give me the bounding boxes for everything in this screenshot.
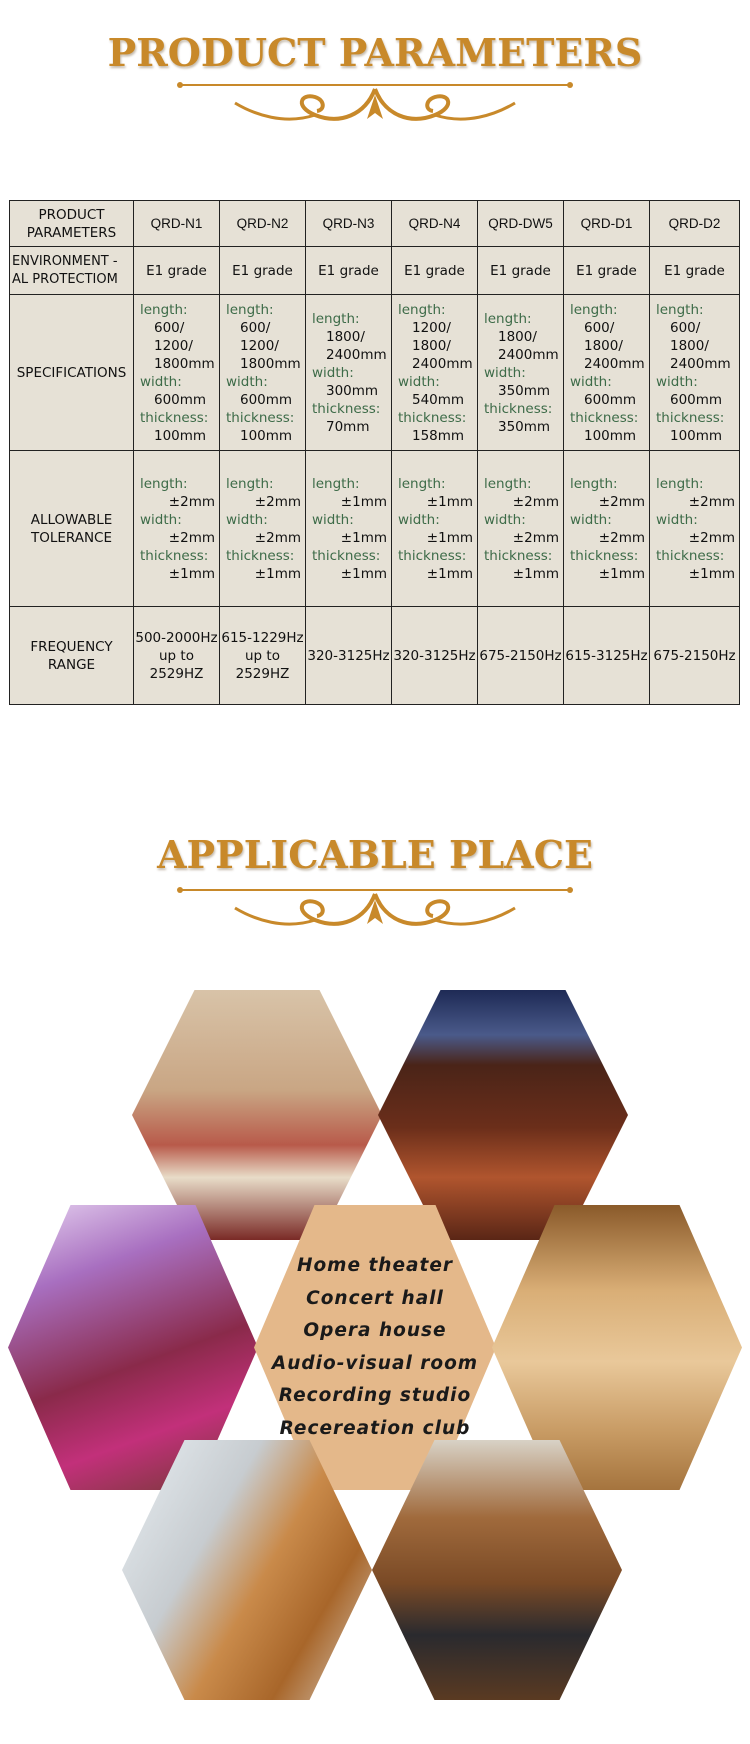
spec-width-value: 540mm <box>412 391 465 408</box>
spec-width-value: 600mm <box>154 391 207 408</box>
tol-length-value: ±2mm <box>688 493 735 510</box>
spec-thickness-value: 100mm <box>584 427 637 444</box>
tol-key-thickness: thickness: <box>570 547 639 564</box>
tol-key-length: length: <box>656 475 704 492</box>
place-list <box>258 1250 492 1445</box>
spec-key-length: length: <box>570 301 618 318</box>
tol-key-length: length: <box>226 475 274 492</box>
header-label: PRODUCT PARAMETERS <box>10 201 134 247</box>
env-value: E1 grade <box>478 247 564 295</box>
tol-width-value: ±2mm <box>688 529 735 546</box>
tol-length-value: ±2mm <box>254 493 301 510</box>
tol-thickness-value: ±1mm <box>512 565 559 582</box>
tolerance-cell <box>564 451 650 607</box>
tol-key-length: length: <box>484 475 532 492</box>
tol-key-width: width: <box>398 511 440 528</box>
frequency-line: 615-1229Hz <box>221 629 304 646</box>
spec-length-value: 1200/ <box>154 337 193 354</box>
spec-key-length: length: <box>312 310 360 327</box>
frequency-cell <box>392 607 478 705</box>
frequency-line: 675-2150Hz <box>653 647 736 664</box>
tol-thickness-value: ±1mm <box>254 565 301 582</box>
tol-length-value: ±2mm <box>512 493 559 510</box>
tol-length-value: ±1mm <box>426 493 473 510</box>
env-label: ENVIRONMENT -AL PROTECTIOM <box>10 247 134 295</box>
table-row-environmental <box>10 247 740 295</box>
spec-width-value: 600mm <box>240 391 293 408</box>
env-value: E1 grade <box>306 247 392 295</box>
tol-thickness-value: ±1mm <box>598 565 645 582</box>
place-item: Home theater <box>296 1255 454 1276</box>
spec-cell <box>134 295 220 451</box>
tol-key-length: length: <box>312 475 360 492</box>
spec-key-width: width: <box>226 373 268 390</box>
tol-key-length: length: <box>398 475 446 492</box>
model-header: QRD-N4 <box>392 201 478 247</box>
frequency-line: 320-3125Hz <box>307 647 390 664</box>
spec-key-length: length: <box>226 301 274 318</box>
env-value: E1 grade <box>392 247 478 295</box>
tolerance-cell <box>134 451 220 607</box>
spec-cell <box>564 295 650 451</box>
tolerance-cell <box>478 451 564 607</box>
model-header: QRD-DW5 <box>478 201 564 247</box>
spec-key-thickness: thickness: <box>398 409 467 426</box>
tol-key-width: width: <box>226 511 268 528</box>
spec-length-value: 600/ <box>584 319 615 336</box>
spec-thickness-value: 100mm <box>154 427 207 444</box>
spec-length-value: 2400mm <box>326 346 387 363</box>
place-item: Recereation club <box>279 1417 471 1439</box>
spec-length-value: 600/ <box>154 319 185 336</box>
spec-length-value: 1800/ <box>498 328 537 345</box>
frequency-cell <box>134 607 220 705</box>
spec-thickness-value: 70mm <box>326 418 370 435</box>
model-header: QRD-N3 <box>306 201 392 247</box>
tol-key-thickness: thickness: <box>140 547 209 564</box>
spec-length-value: 1200/ <box>412 319 451 336</box>
ornament-divider-top <box>175 75 575 145</box>
frequency-line: up to <box>245 647 280 664</box>
tol-width-value: ±2mm <box>512 529 559 546</box>
tol-thickness-value: ±1mm <box>688 565 735 582</box>
tol-width-value: ±2mm <box>598 529 645 546</box>
spec-width-value: 300mm <box>326 382 379 399</box>
spec-key-thickness: thickness: <box>570 409 639 426</box>
table-row-header <box>10 201 740 247</box>
table-row-specifications <box>10 295 740 451</box>
tol-thickness-value: ±1mm <box>426 565 473 582</box>
frequency-cell <box>306 607 392 705</box>
spec-width-value: 600mm <box>670 391 723 408</box>
spec-key-width: width: <box>312 364 354 381</box>
spec-cell <box>220 295 306 451</box>
spec-cell <box>650 295 740 451</box>
tol-key-width: width: <box>656 511 698 528</box>
tol-thickness-value: ±1mm <box>168 565 215 582</box>
spec-thickness-value: 100mm <box>240 427 293 444</box>
table-row-frequency <box>10 607 740 705</box>
spec-cell <box>392 295 478 451</box>
tol-key-thickness: thickness: <box>398 547 467 564</box>
tol-key-length: length: <box>570 475 618 492</box>
tolerance-cell <box>650 451 740 607</box>
concert-hall-photo <box>132 990 382 1240</box>
spec-thickness-value: 158mm <box>412 427 465 444</box>
tol-key-width: width: <box>570 511 612 528</box>
model-header: QRD-D2 <box>650 201 740 247</box>
place-item: Opera house <box>303 1320 447 1341</box>
spec-length-value: 1800/ <box>584 337 623 354</box>
tol-width-value: ±1mm <box>340 529 387 546</box>
tol-length-value: ±1mm <box>340 493 387 510</box>
spec-width-value: 350mm <box>498 382 551 399</box>
tolerance-cell <box>392 451 478 607</box>
spec-key-thickness: thickness: <box>484 400 553 417</box>
env-value: E1 grade <box>134 247 220 295</box>
spec-length-value: 2400mm <box>412 355 473 372</box>
spec-length-value: 1200/ <box>240 337 279 354</box>
spec-label: SPECIFICATIONS <box>10 295 134 451</box>
parameters-table <box>9 200 740 705</box>
spec-key-length: length: <box>484 310 532 327</box>
spec-length-value: 1800mm <box>154 355 215 372</box>
tolerance-label: ALLOWABLE TOLERANCE <box>10 451 134 607</box>
tol-length-value: ±2mm <box>168 493 215 510</box>
env-value: E1 grade <box>220 247 306 295</box>
frequency-cell <box>220 607 306 705</box>
spec-thickness-value: 100mm <box>670 427 723 444</box>
frequency-cell <box>650 607 740 705</box>
spec-key-width: width: <box>398 373 440 390</box>
spec-key-length: length: <box>140 301 188 318</box>
tol-key-length: length: <box>140 475 188 492</box>
spec-key-length: length: <box>656 301 704 318</box>
frequency-line: 675-2150Hz <box>479 647 562 664</box>
frequency-label: FREQUENCY RANGE <box>10 607 134 705</box>
env-value: E1 grade <box>650 247 740 295</box>
tol-key-thickness: thickness: <box>484 547 553 564</box>
env-value: E1 grade <box>564 247 650 295</box>
frequency-line: 500-2000Hz <box>135 629 218 646</box>
place-title: APPLICABLE PLACE <box>157 832 593 877</box>
tolerance-cell <box>306 451 392 607</box>
model-header: QRD-D1 <box>564 201 650 247</box>
tol-thickness-value: ±1mm <box>340 565 387 582</box>
frequency-cell <box>564 607 650 705</box>
frequency-line: 320-3125Hz <box>393 647 476 664</box>
tolerance-cell <box>220 451 306 607</box>
tol-key-thickness: thickness: <box>226 547 295 564</box>
home-theater-photo <box>378 990 628 1240</box>
spec-key-width: width: <box>570 373 612 390</box>
spec-length-value: 2400mm <box>670 355 731 372</box>
spec-width-value: 600mm <box>584 391 637 408</box>
frequency-line: up to <box>159 647 194 664</box>
place-item: Audio-visual room <box>271 1352 479 1374</box>
place-item: Recording studio <box>278 1385 472 1406</box>
tol-width-value: ±2mm <box>254 529 301 546</box>
spec-key-length: length: <box>398 301 446 318</box>
table-row-tolerance <box>10 451 740 607</box>
spec-length-value: 600/ <box>240 319 271 336</box>
spec-length-value: 1800/ <box>326 328 365 345</box>
frequency-line: 615-3125Hz <box>565 647 648 664</box>
spec-length-value: 1800/ <box>670 337 709 354</box>
model-header: QRD-N1 <box>134 201 220 247</box>
spec-length-value: 600/ <box>670 319 701 336</box>
tol-key-width: width: <box>312 511 354 528</box>
tol-key-width: width: <box>140 511 182 528</box>
spec-length-value: 1800/ <box>412 337 451 354</box>
spec-key-thickness: thickness: <box>226 409 295 426</box>
tol-key-thickness: thickness: <box>656 547 725 564</box>
spec-key-width: width: <box>656 373 698 390</box>
tol-key-thickness: thickness: <box>312 547 381 564</box>
place-item: Concert hall <box>306 1287 444 1309</box>
ornament-divider-bottom <box>175 880 575 950</box>
spec-key-thickness: thickness: <box>312 400 381 417</box>
tol-key-width: width: <box>484 511 526 528</box>
spec-length-value: 2400mm <box>498 346 559 363</box>
spec-length-value: 1800mm <box>240 355 301 372</box>
spec-thickness-value: 350mm <box>498 418 551 435</box>
frequency-cell <box>478 607 564 705</box>
params-title: PRODUCT PARAMETERS <box>107 30 643 75</box>
spec-key-thickness: thickness: <box>656 409 725 426</box>
frequency-line: 2529HZ <box>149 665 204 682</box>
tol-width-value: ±1mm <box>426 529 473 546</box>
spec-cell <box>306 295 392 451</box>
model-header: QRD-N2 <box>220 201 306 247</box>
spec-key-thickness: thickness: <box>140 409 209 426</box>
spec-length-value: 2400mm <box>584 355 645 372</box>
spec-cell <box>478 295 564 451</box>
tol-width-value: ±2mm <box>168 529 215 546</box>
frequency-line: 2529HZ <box>235 665 290 682</box>
spec-key-width: width: <box>484 364 526 381</box>
spec-key-width: width: <box>140 373 182 390</box>
tol-length-value: ±2mm <box>598 493 645 510</box>
